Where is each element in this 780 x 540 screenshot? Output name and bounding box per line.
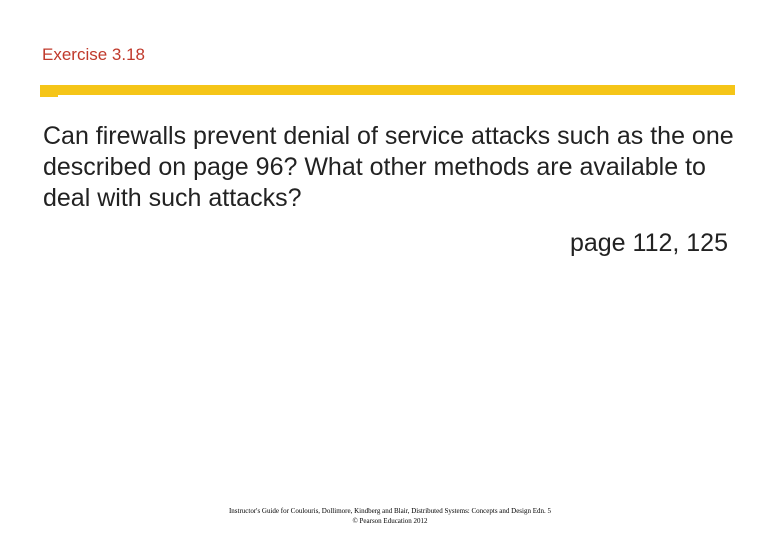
footer-citation: Instructor's Guide for Coulouris, Dollimore, Kindberg and Blair, Distributed Systems: Concepts and Design Edn. 5 — [228, 507, 552, 515]
slide-title: Exercise 3.18 — [42, 45, 145, 64]
exercise-question: Can firewalls prevent denial of service attacks such as the one described on page 96? What other methods are available to deal with such attacks? — [43, 122, 734, 212]
footer-copyright: © Pearson Education 2012 — [352, 517, 428, 525]
title-divider — [40, 85, 735, 95]
slide-footer — [0, 506, 780, 526]
page-reference: page 112, 125 — [569, 229, 728, 257]
title-divider-notch — [40, 95, 58, 97]
